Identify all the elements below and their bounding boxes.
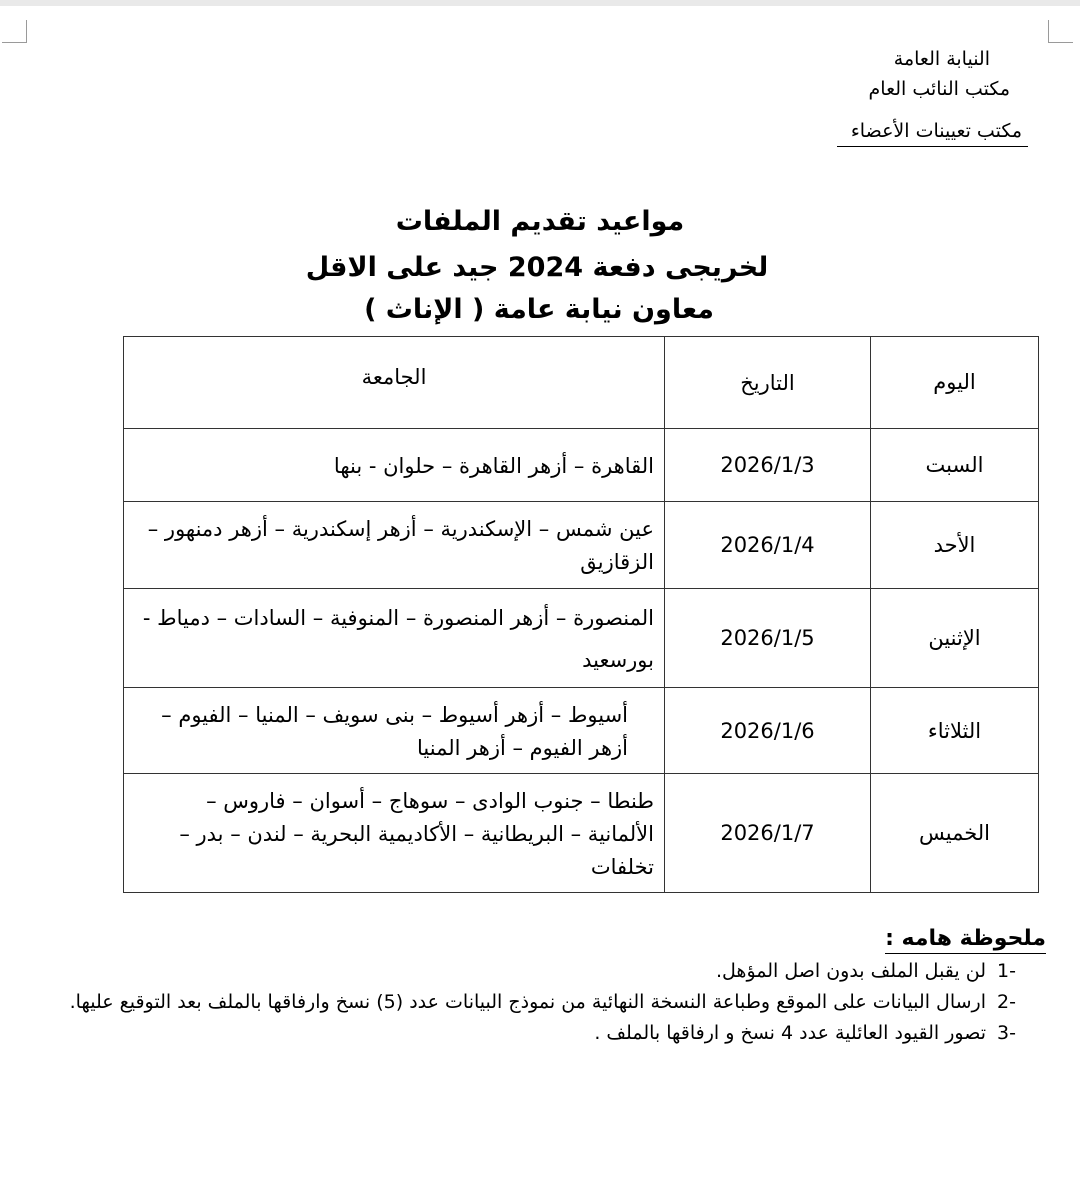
list-item <box>36 987 1046 1018</box>
day-cell: الخميس <box>871 774 1039 893</box>
table-header-row <box>124 337 1039 429</box>
crop-mark-right <box>1048 20 1073 43</box>
note-text: لن يقبل الملف بدون اصل المؤهل. <box>716 960 986 982</box>
university-cell: طنطا – جنوب الوادى – سوهاج – أسوان – فاروس – الألمانية – البريطانية – الأكاديمية البحرية – لندن – بدر – تخلفات <box>124 774 665 893</box>
table-row <box>124 688 1039 774</box>
notes-section <box>36 926 1046 1049</box>
date-cell: 2026/1/3 <box>665 429 871 502</box>
date-cell: 2026/1/6 <box>665 688 871 774</box>
university-cell: عين شمس – الإسكندرية – أزهر إسكندرية – أزهر دمنهور – الزقازيق <box>124 502 665 589</box>
letterhead <box>837 44 1022 147</box>
notes-list <box>36 956 1046 1049</box>
top-bar <box>0 0 1080 6</box>
university-cell: أسيوط – أزهر أسيوط – بنى سويف – المنيا – الفيوم – أزهر الفيوم – أزهر المنيا <box>124 688 665 774</box>
university-cell: المنصورة – أزهر المنصورة – المنوفية – السادات – دمياط - بورسعيد <box>124 589 665 688</box>
crop-mark-left <box>2 20 27 43</box>
note-text: تصور القيود العائلية عدد 4 نسخ و ارفاقها بالملف . <box>594 1022 986 1044</box>
list-item <box>36 1018 1046 1049</box>
list-item <box>36 956 1046 987</box>
header-office: مكتب النائب العام <box>868 78 1010 100</box>
table-row <box>124 774 1039 893</box>
note-number: 1- <box>997 960 1016 982</box>
day-cell: السبت <box>871 429 1039 502</box>
header-authority: النيابة العامة <box>893 48 990 70</box>
day-cell: الثلاثاء <box>871 688 1039 774</box>
note-number: 2- <box>997 991 1016 1013</box>
date-cell: 2026/1/7 <box>665 774 871 893</box>
date-cell: 2026/1/4 <box>665 502 871 589</box>
note-text: ارسال البيانات على الموقع وطباعة النسخة النهائية من نموذج البيانات عدد (5) نسخ وارفاقها بالملف بعد التوقيع عليها. <box>69 991 986 1013</box>
university-cell: القاهرة – أزهر القاهرة – حلوان - بنها <box>124 429 665 502</box>
document-subtitle: لخريجى دفعة 2024 جيد على الاقل <box>305 252 769 283</box>
table-row <box>124 429 1039 502</box>
header-department: مكتب تعيينات الأعضاء <box>837 118 1028 147</box>
column-header-date: التاريخ <box>665 337 871 429</box>
day-cell: الإثنين <box>871 589 1039 688</box>
day-cell: الأحد <box>871 502 1039 589</box>
document-position: معاون نيابة عامة ( الإناث ) <box>364 294 714 325</box>
date-cell: 2026/1/5 <box>665 589 871 688</box>
table-row <box>124 589 1039 688</box>
schedule-table <box>123 336 1039 893</box>
column-header-day: اليوم <box>871 337 1039 429</box>
table-row <box>124 502 1039 589</box>
column-header-university: الجامعة <box>124 337 665 429</box>
note-number: 3- <box>997 1022 1016 1044</box>
notes-title: ملحوظة هامه : <box>885 926 1046 954</box>
document-title: مواعيد تقديم الملفات <box>395 206 685 237</box>
